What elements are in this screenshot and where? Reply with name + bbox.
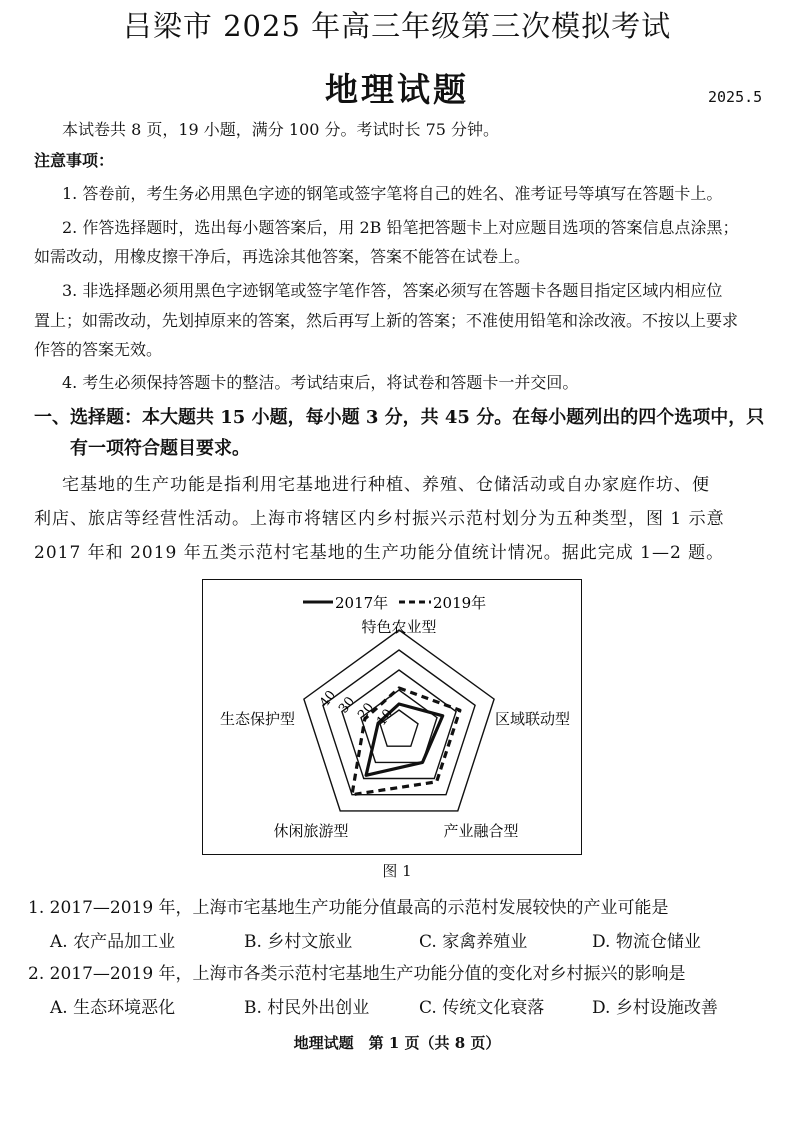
axis-label-3: 产业融合型 [443, 822, 519, 840]
radar-chart-frame [202, 579, 582, 855]
notice-item-4: 4. 考生必须保持答题卡的整洁。考试结束后，将试卷和答题卡一并交回。 [62, 373, 579, 392]
notice-item-3: 3. 非选择题必须用黑色字迹钢笔或签字笔作答，答案必须写在答题卡各题目指定区域内相应位 [62, 281, 723, 300]
question-2-option-b[interactable]: B. 村民外出创业 [244, 998, 370, 1018]
question-2-option-c[interactable]: C. 传统文化衰落 [419, 998, 545, 1018]
notice-item-3-cont: 置上；如需改动，先划掉原来的答案，然后再写上新的答案；不准使用铅笔和涂改液。不按以上要求 [34, 311, 739, 330]
notice-item-2: 2. 作答选择题时，选出每小题答案后，用 2B 铅笔把答题卡上对应题目选项的答案信息点涂黑； [62, 218, 739, 237]
page-footer: 地理试题 第 1 页（共 8 页） [293, 1034, 501, 1052]
radar-chart [203, 580, 580, 853]
axis-label-5: 生态保护型 [219, 710, 295, 728]
section-heading: 一、选择题：本大题共 15 小题，每小题 3 分，共 45 分。在每小题列出的四个选项中，只 [34, 407, 765, 428]
legend-label-2017: 2017年 [335, 594, 389, 612]
grid-ring-5 [304, 630, 494, 811]
question-2-option-a[interactable]: A. 生态环境恶化 [50, 998, 176, 1018]
tick-label-10: 10 [374, 706, 397, 729]
passage-line-2: 利店、旅店等经营性活动。上海市将辖区内乡村振兴示范村划分为五种类型，图 1 示意 [34, 509, 725, 529]
axis-label-4: 休闲旅游型 [273, 822, 349, 840]
question-2-option-d[interactable]: D. 乡村设施改善 [592, 998, 718, 1018]
axis-label-1: 特色农业型 [361, 618, 437, 636]
passage-line-3: 2017 年和 2019 年五类示范村宅基地的生产功能分值统计情况。据此完成 1—2 题。 [34, 543, 725, 563]
question-2-stem: 2. 2017—2019 年，上海市各类示范村宅基地生产功能分值的变化对乡村振兴的影响是 [28, 964, 686, 984]
question-1-option-c[interactable]: C. 家禽养殖业 [419, 932, 528, 952]
subject-title: 地理试题 [325, 70, 469, 109]
notice-item-3-cont-2: 作答的答案无效。 [34, 340, 163, 359]
question-1-option-a[interactable]: A. 农产品加工业 [50, 932, 176, 952]
tick-label-40: 40 [317, 688, 340, 711]
notice-item-2-cont: 如需改动，用橡皮擦干净后，再选涂其他答案，答案不能答在试卷上。 [34, 247, 531, 266]
section-heading-cont: 有一项符合题目要求。 [70, 438, 250, 459]
notice-item-1: 1. 答卷前，考生务必用黑色字迹的钢笔或签字笔将自己的姓名、准考证号等填写在答题卡上。 [62, 184, 723, 203]
legend-label-2019: 2019年 [433, 594, 487, 612]
radar-grid [304, 630, 494, 811]
question-1-option-d[interactable]: D. 物流仓储业 [592, 932, 701, 952]
question-1-stem: 1. 2017—2019 年，上海市宅基地生产功能分值最高的示范村发展较快的产业可能是 [28, 898, 669, 918]
exam-date: 2025.5 [708, 88, 763, 106]
figure-caption: 图 1 [382, 862, 412, 880]
exam-title: 吕梁市 2025 年高三年级第三次模拟考试 [122, 9, 672, 43]
tick-label-20: 20 [355, 700, 378, 723]
notice-heading: 注意事项： [34, 151, 115, 170]
tick-label-30: 30 [336, 694, 359, 717]
passage-line-1: 宅基地的生产功能是指利用宅基地进行种植、养殖、仓储活动或自办家庭作坊、便 [62, 475, 710, 495]
question-1-option-b[interactable]: B. 乡村文旅业 [244, 932, 353, 952]
radar-axis-labels [220, 618, 570, 840]
chart-legend [303, 594, 486, 612]
axis-label-2: 区域联动型 [495, 710, 571, 728]
intro-text: 本试卷共 8 页，19 小题，满分 100 分。考试时长 75 分钟。 [62, 120, 500, 139]
